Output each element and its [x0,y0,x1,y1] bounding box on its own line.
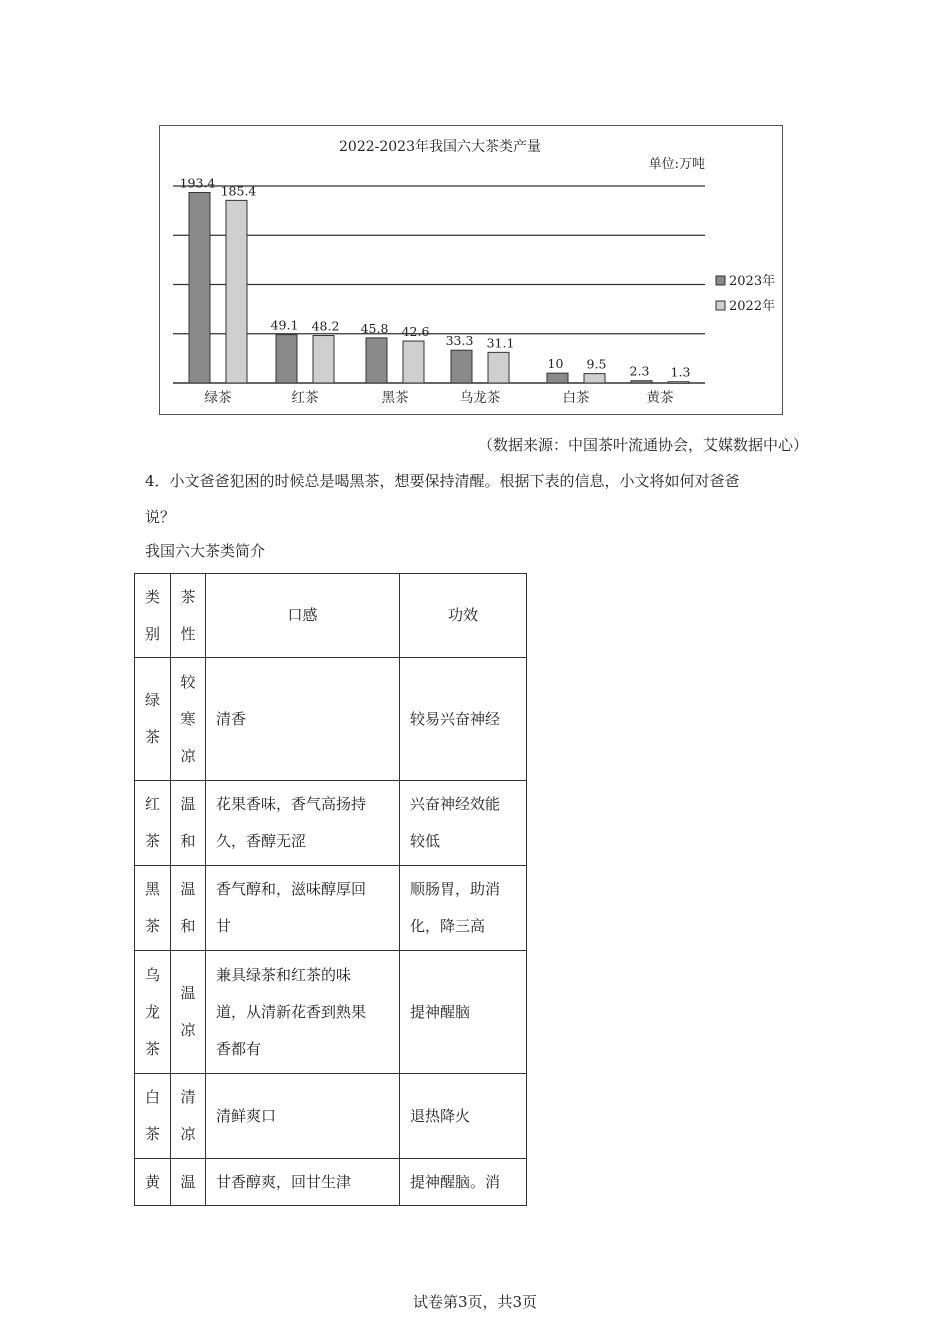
cell-type [135,781,171,866]
cell-nature-char: 温 [180,984,196,1002]
table-row [135,1074,527,1159]
cell-nature-char: 寒 [180,709,196,728]
header-nature-char: 性 [180,624,196,643]
header-effect: 功效 [400,574,527,658]
cell-nature-char: 凉 [180,1021,196,1039]
bar-value-label: 48.2 [311,318,340,334]
bar-value-label: 49.1 [270,317,299,333]
cell-nature-char: 和 [180,832,196,850]
bar-2023年-红茶 [276,335,297,383]
cell-nature [171,658,206,781]
table-row [135,951,527,1074]
cell-taste [206,951,400,1074]
cell-taste [206,781,400,866]
bar-value-label: 42.6 [401,324,430,340]
cell-type-char: 茶 [144,728,160,746]
bar-value-label: 33.3 [445,333,474,349]
cell-nature-char: 凉 [180,746,196,765]
cell-effect-line: 较易兴奋神经 [410,709,501,728]
bar-value-label: 193.4 [179,175,216,191]
header-type-char: 类 [144,587,160,606]
cell-effect [400,1074,527,1159]
cell-type-char: 黑 [144,880,160,898]
bar-2023年-黄茶 [631,381,652,383]
header-type-char: 别 [144,624,160,643]
cell-taste-line: 清鲜爽口 [216,1106,277,1125]
bar-2022年-红茶 [313,336,334,383]
cell-effect-line: 化，降三高 [410,917,486,935]
tea-info-table [134,573,527,1206]
table-caption: 我国六大茶类简介 [145,542,266,560]
cell-nature [171,781,206,866]
cell-effect-line: 顺肠胃，助消 [410,880,501,898]
chart-bars [180,176,691,384]
cell-type-char: 绿 [144,691,160,709]
cell-effect [400,658,527,781]
data-source-note: （数据来源：中国茶叶流通协会，艾媒数据中心） [477,436,808,454]
x-tick-label: 乌龙茶 [459,390,501,406]
cell-nature [171,1074,206,1159]
cell-taste-line: 久，香醇无涩 [216,832,307,850]
chart-unit-label: 单位:万吨 [648,157,705,172]
cell-type-char: 龙 [144,1002,160,1021]
cell-type [135,658,171,781]
bar-value-label: 45.8 [360,320,389,336]
cell-taste [206,658,400,781]
cell-taste-line: 花果香味，香气高扬持 [216,795,367,813]
cell-type-char: 茶 [144,832,160,850]
cell-effect-line: 兴奋神经效能 [410,795,501,813]
table-row [135,781,527,866]
bar-2023年-乌龙茶 [451,350,472,383]
table-row [135,866,527,951]
bar-2022年-黑茶 [403,341,424,383]
cell-type-char: 黄 [144,1172,160,1191]
cell-taste-line: 甘 [216,917,232,935]
cell-type [135,866,171,951]
bar-value-label: 31.1 [486,335,515,351]
chart-x-axis-labels [205,389,675,406]
chart-gridlines [173,186,705,383]
cell-nature [171,1159,206,1206]
bar-2023年-黑茶 [366,338,387,383]
cell-taste [206,866,400,951]
cell-effect [400,951,527,1074]
cell-type [135,951,171,1074]
cell-nature-char: 温 [180,795,196,813]
cell-taste-line: 香都有 [216,1039,262,1058]
cell-effect [400,1159,527,1206]
cell-effect [400,866,527,951]
cell-type [135,1159,171,1206]
tea-production-chart [159,125,783,415]
cell-effect-line: 提神醒脑。消 [410,1172,501,1191]
x-tick-label: 黑茶 [381,390,409,406]
cell-effect-line: 提神醒脑 [410,1002,471,1021]
cell-taste-line: 甘香醇爽，回甘生津 [216,1172,352,1191]
bar-value-label: 2.3 [629,363,650,379]
header-type [135,574,171,658]
cell-taste [206,1074,400,1159]
x-tick-label: 红茶 [291,390,319,406]
bar-2023年-绿茶 [189,193,210,383]
cell-type-char: 茶 [144,917,160,935]
cell-nature [171,951,206,1074]
cell-taste-line: 香气醇和，滋味醇厚回 [216,880,367,898]
bar-2022年-黄茶 [668,382,689,384]
cell-taste-line: 兼具绿茶和红茶的味 [216,965,352,984]
x-tick-label: 黄茶 [646,390,674,406]
cell-type [135,1074,171,1159]
bar-2022年-白茶 [584,374,605,383]
legend-swatch [716,301,725,310]
bar-value-label: 10 [547,356,564,372]
cell-nature-char: 和 [180,917,196,935]
cell-type-char: 乌 [144,965,160,984]
cell-nature-char: 较 [180,672,196,691]
chart-legend [716,273,775,314]
cell-type-char: 红 [144,795,160,813]
chart-canvas [160,126,784,416]
question-line-2: 说？ [145,508,176,526]
cell-taste-line: 清香 [216,709,247,728]
cell-effect [400,781,527,866]
cell-type-char: 茶 [144,1039,160,1058]
bar-2022年-乌龙茶 [488,352,509,383]
header-nature-char: 茶 [180,587,196,606]
question-line-1: 4．小文爸爸犯困的时候总是喝黑茶，想要保持清醒。根据下表的信息，小文将如何对爸爸 [145,472,740,490]
cell-effect-line: 退热降火 [410,1106,471,1125]
cell-nature-char: 凉 [180,1125,196,1143]
bar-2022年-绿茶 [226,200,247,383]
header-nature [171,574,206,658]
bar-value-label: 1.3 [670,364,691,380]
cell-nature-char: 清 [180,1088,196,1106]
cell-type-char: 白 [144,1088,160,1106]
legend-label: 2022年 [729,299,776,314]
x-tick-label: 绿茶 [204,390,232,406]
page-footer: 试卷第3页，共3页 [412,1293,538,1311]
legend-label: 2023年 [729,274,776,289]
x-tick-label: 白茶 [562,390,590,406]
cell-nature-char: 温 [180,1172,196,1191]
bar-2023年-白茶 [547,373,568,383]
table-row [135,658,527,781]
cell-taste [206,1159,400,1206]
cell-nature [171,866,206,951]
header-taste: 口感 [206,574,400,658]
table-row [135,1159,527,1206]
bar-value-label: 9.5 [586,356,607,372]
table-header-row [135,574,527,658]
cell-effect-line: 较低 [410,832,441,850]
chart-title: 2022-2023年我国六大茶类产量 [339,139,541,155]
cell-type-char: 茶 [144,1125,160,1143]
cell-taste-line: 道，从清新花香到熟果 [216,1002,367,1021]
cell-nature-char: 温 [180,880,196,898]
bar-value-label: 185.4 [220,183,257,199]
legend-swatch [716,276,725,285]
